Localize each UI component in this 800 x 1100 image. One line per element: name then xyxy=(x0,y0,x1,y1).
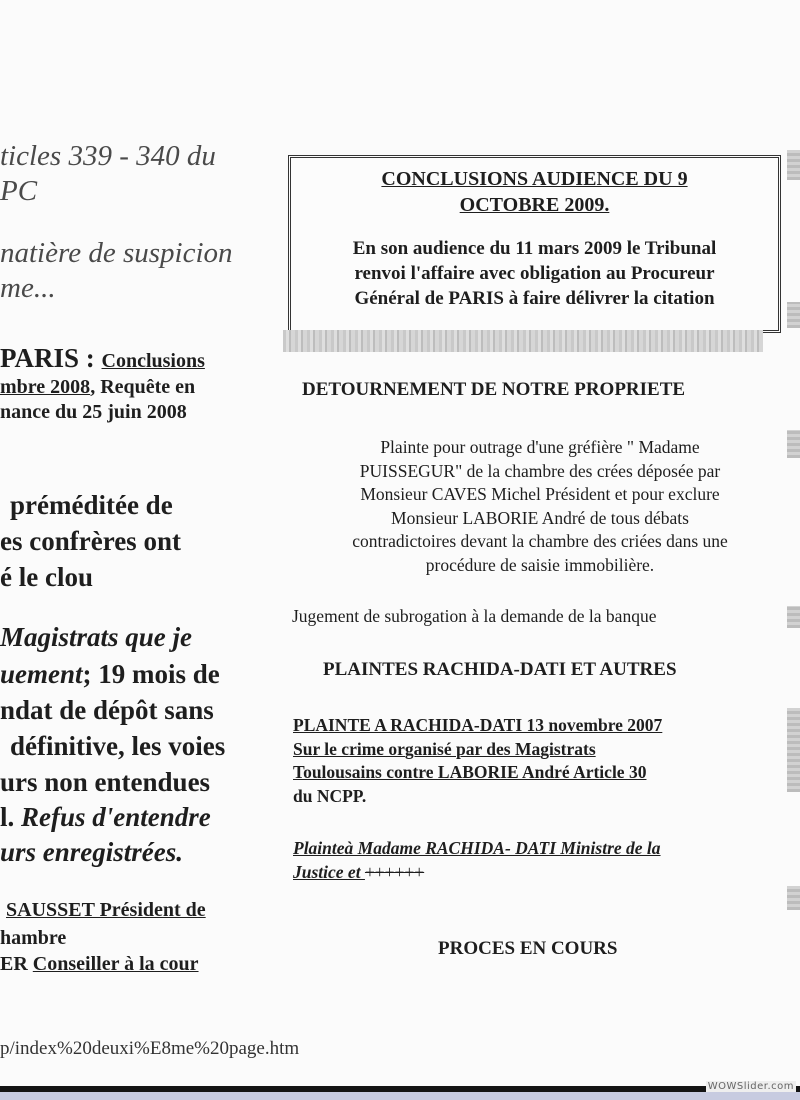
proces-heading: PROCES EN COURS xyxy=(438,938,618,959)
text: l. xyxy=(0,802,22,832)
sausset-line: hambre xyxy=(0,927,67,949)
detournement-heading: DETOURNEMENT DE NOTRE PROPRIETE xyxy=(302,379,686,400)
suspicion-line: me... xyxy=(0,272,56,304)
plainte-dati-line: du NCPP. xyxy=(293,785,367,806)
box-body-line: En son audience du 11 mars 2009 le Tribunal xyxy=(352,238,717,259)
plainte-dati-block xyxy=(293,714,662,808)
box-heading-line[interactable]: OCTOBRE 2009. xyxy=(459,194,610,216)
conseiller-link[interactable]: Conseiller à la cour xyxy=(32,953,199,975)
edge-mark xyxy=(787,886,800,910)
paris-label: PARIS : xyxy=(0,343,95,373)
conclusions-link[interactable]: Conclusions xyxy=(101,350,205,372)
box-body xyxy=(291,236,778,311)
magistrats-line: urs non entendues xyxy=(0,767,211,797)
plainte-dati-link[interactable]: Sur le crime organisé par des Magistrats xyxy=(293,738,596,759)
conseiller-line xyxy=(0,953,199,976)
plainte-ministre-link[interactable]: Plainteà Madame RACHIDA- DATI Ministre de la xyxy=(293,838,661,858)
premeditee-line: es confrères ont xyxy=(0,526,181,556)
box-heading-line[interactable]: CONCLUSIONS AUDIENCE DU 9 xyxy=(381,168,688,190)
watermark-logo: WOWSlider.com xyxy=(707,1081,794,1092)
suspicion-line: natière de suspicion xyxy=(0,237,233,269)
magistrats-line xyxy=(0,802,211,833)
box-heading xyxy=(291,166,778,218)
box-body-line: Général de PARIS à faire délivrer la citation xyxy=(354,288,715,309)
bottom-strip xyxy=(0,1092,800,1100)
struck-text: ++++++ xyxy=(364,862,425,882)
paragraph-line: Monsieur CAVES Michel Président et pour exclure xyxy=(360,484,720,504)
paragraph-line: procédure de saisie immobilière. xyxy=(425,554,655,575)
date-link[interactable]: mbre 2008 xyxy=(0,376,91,398)
text: Refus d'entendre xyxy=(21,802,211,832)
magistrats-line: urs enregistrées. xyxy=(0,837,184,867)
articles-line: ticles 339 - 340 du xyxy=(0,140,216,172)
plainte-dati-link[interactable]: Toulousains contre LABORIE André Article 30 xyxy=(293,762,647,782)
paragraph-line: Monsieur LABORIE André de tous débats xyxy=(391,507,689,528)
jugement-line: Jugement de subrogation à la demande de la banque xyxy=(292,606,657,626)
magistrats-line xyxy=(0,659,220,690)
sausset-link[interactable]: SAUSSET Président de xyxy=(6,899,206,921)
premeditee-line: é le clou xyxy=(0,562,93,592)
text: , Requête en xyxy=(90,376,196,398)
articles-line: PC xyxy=(0,175,38,207)
paragraph-line: contradictoires devant la chambre des criées dans une xyxy=(352,531,728,551)
paragraph-line: PUISSEGUR" de la chambre des crées déposée par xyxy=(359,460,721,481)
plaintes-heading: PLAINTES RACHIDA-DATI ET AUTRES xyxy=(323,659,677,680)
magistrats-line: ndat de dépôt sans xyxy=(0,695,214,725)
edge-mark xyxy=(787,606,800,628)
plainte-dati-link[interactable]: PLAINTE A RACHIDA-DATI 13 novembre 2007 xyxy=(293,715,663,735)
magistrats-line: Magistrats que je xyxy=(0,622,193,652)
edge-mark xyxy=(787,302,800,328)
edge-mark xyxy=(787,150,800,180)
edge-mark xyxy=(787,708,800,792)
text: ER xyxy=(0,953,33,975)
page-url: p/index%20deuxi%E8me%20page.htm xyxy=(0,1038,300,1059)
paris-line xyxy=(0,343,205,374)
conclusions-box xyxy=(288,155,781,333)
text: uement xyxy=(0,659,83,689)
text: ; 19 mois de xyxy=(82,659,220,689)
scan-noise-strip xyxy=(283,330,763,352)
plainte-paragraph xyxy=(290,436,790,577)
paris-line xyxy=(0,376,195,399)
plainte-ministre-block xyxy=(293,836,661,884)
plainte-ministre-link[interactable]: Justice et xyxy=(293,862,365,882)
box-body-line: renvoi l'affaire avec obligation au Procureur xyxy=(354,263,715,284)
premeditee-line: préméditée de xyxy=(10,490,173,520)
paris-line: nance du 25 juin 2008 xyxy=(0,401,187,423)
paragraph-line: Plainte pour outrage d'une gréfière " Madame xyxy=(380,437,700,457)
magistrats-line: définitive, les voies xyxy=(10,731,226,761)
